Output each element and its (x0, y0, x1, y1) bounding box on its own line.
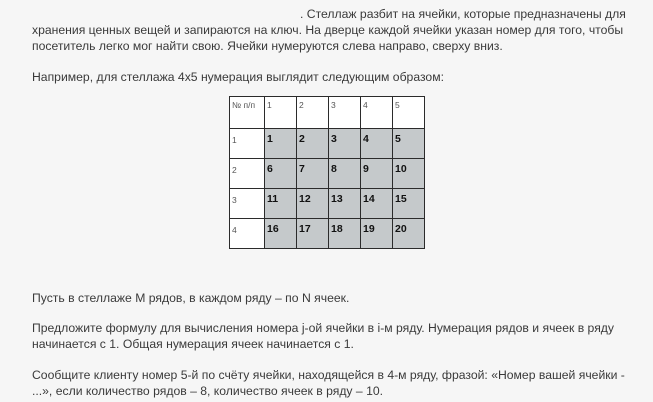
table-header-row (230, 97, 425, 129)
paragraph-task-line2: ...», если количество рядов – 8, количество ячеек в ряду – 10. (32, 384, 384, 398)
row-header: 3 (230, 189, 265, 219)
table-cell: 5 (393, 129, 425, 159)
table-cell: 6 (265, 159, 297, 189)
table-cell: 3 (329, 129, 361, 159)
table-cell: 16 (265, 219, 297, 249)
table-row (230, 159, 425, 189)
column-header: 4 (361, 97, 393, 129)
paragraph-formula-line1: Предложите формулу для вычисления номера j-ой ячейки в i-м ряду. Нумерация рядов и ячеек в ряду (32, 321, 614, 335)
row-header: 4 (230, 219, 265, 249)
table-cell: 7 (297, 159, 329, 189)
column-header: 1 (265, 97, 297, 129)
table-cell: 15 (393, 189, 425, 219)
column-header: 3 (329, 97, 361, 129)
table-cell: 9 (361, 159, 393, 189)
column-header: 2 (297, 97, 329, 129)
paragraph-condition: Пусть в стеллаже M рядов, в каждом ряду – по N ячеек. (32, 291, 350, 305)
table-row (230, 189, 425, 219)
paragraph-formula-line2: начинается с 1. Общая нумерация ячеек начинается с 1. (32, 337, 354, 351)
paragraph-task-line1: Сообщите клиенту номер 5-й по счёту ячейки, находящейся в 4-м ряду, фразой: «Номер вашей ячейки - (32, 368, 625, 382)
table-cell: 20 (393, 219, 425, 249)
paragraph-example: Например, для стеллажа 4х5 нумерация выглядит следующим образом: (32, 70, 444, 84)
table-row (230, 129, 425, 159)
table-corner-header: № п/п (230, 97, 265, 129)
table-row (230, 219, 425, 249)
table-cell: 17 (297, 219, 329, 249)
table-cell: 12 (297, 189, 329, 219)
paragraph-intro-line1: . Стеллаж разбит на ячейки, которые предназначены для (300, 7, 626, 21)
table-cell: 1 (265, 129, 297, 159)
table-cell: 18 (329, 219, 361, 249)
column-header: 5 (393, 97, 425, 129)
paragraph-intro-line3: посетитель легко мог найти свою. Ячейки нумеруются слева направо, сверху вниз. (32, 39, 503, 53)
paragraph-intro-line2: хранения ценных вещей и запираются на ключ. На дверце каждой ячейки указан номер для того, чтобы (32, 23, 624, 37)
table-cell: 13 (329, 189, 361, 219)
table-cell: 14 (361, 189, 393, 219)
table-cell: 19 (361, 219, 393, 249)
table-cell: 2 (297, 129, 329, 159)
numbering-table (229, 96, 425, 249)
table-cell: 4 (361, 129, 393, 159)
table-cell: 10 (393, 159, 425, 189)
row-header: 2 (230, 159, 265, 189)
row-header: 1 (230, 129, 265, 159)
table-cell: 11 (265, 189, 297, 219)
table-cell: 8 (329, 159, 361, 189)
